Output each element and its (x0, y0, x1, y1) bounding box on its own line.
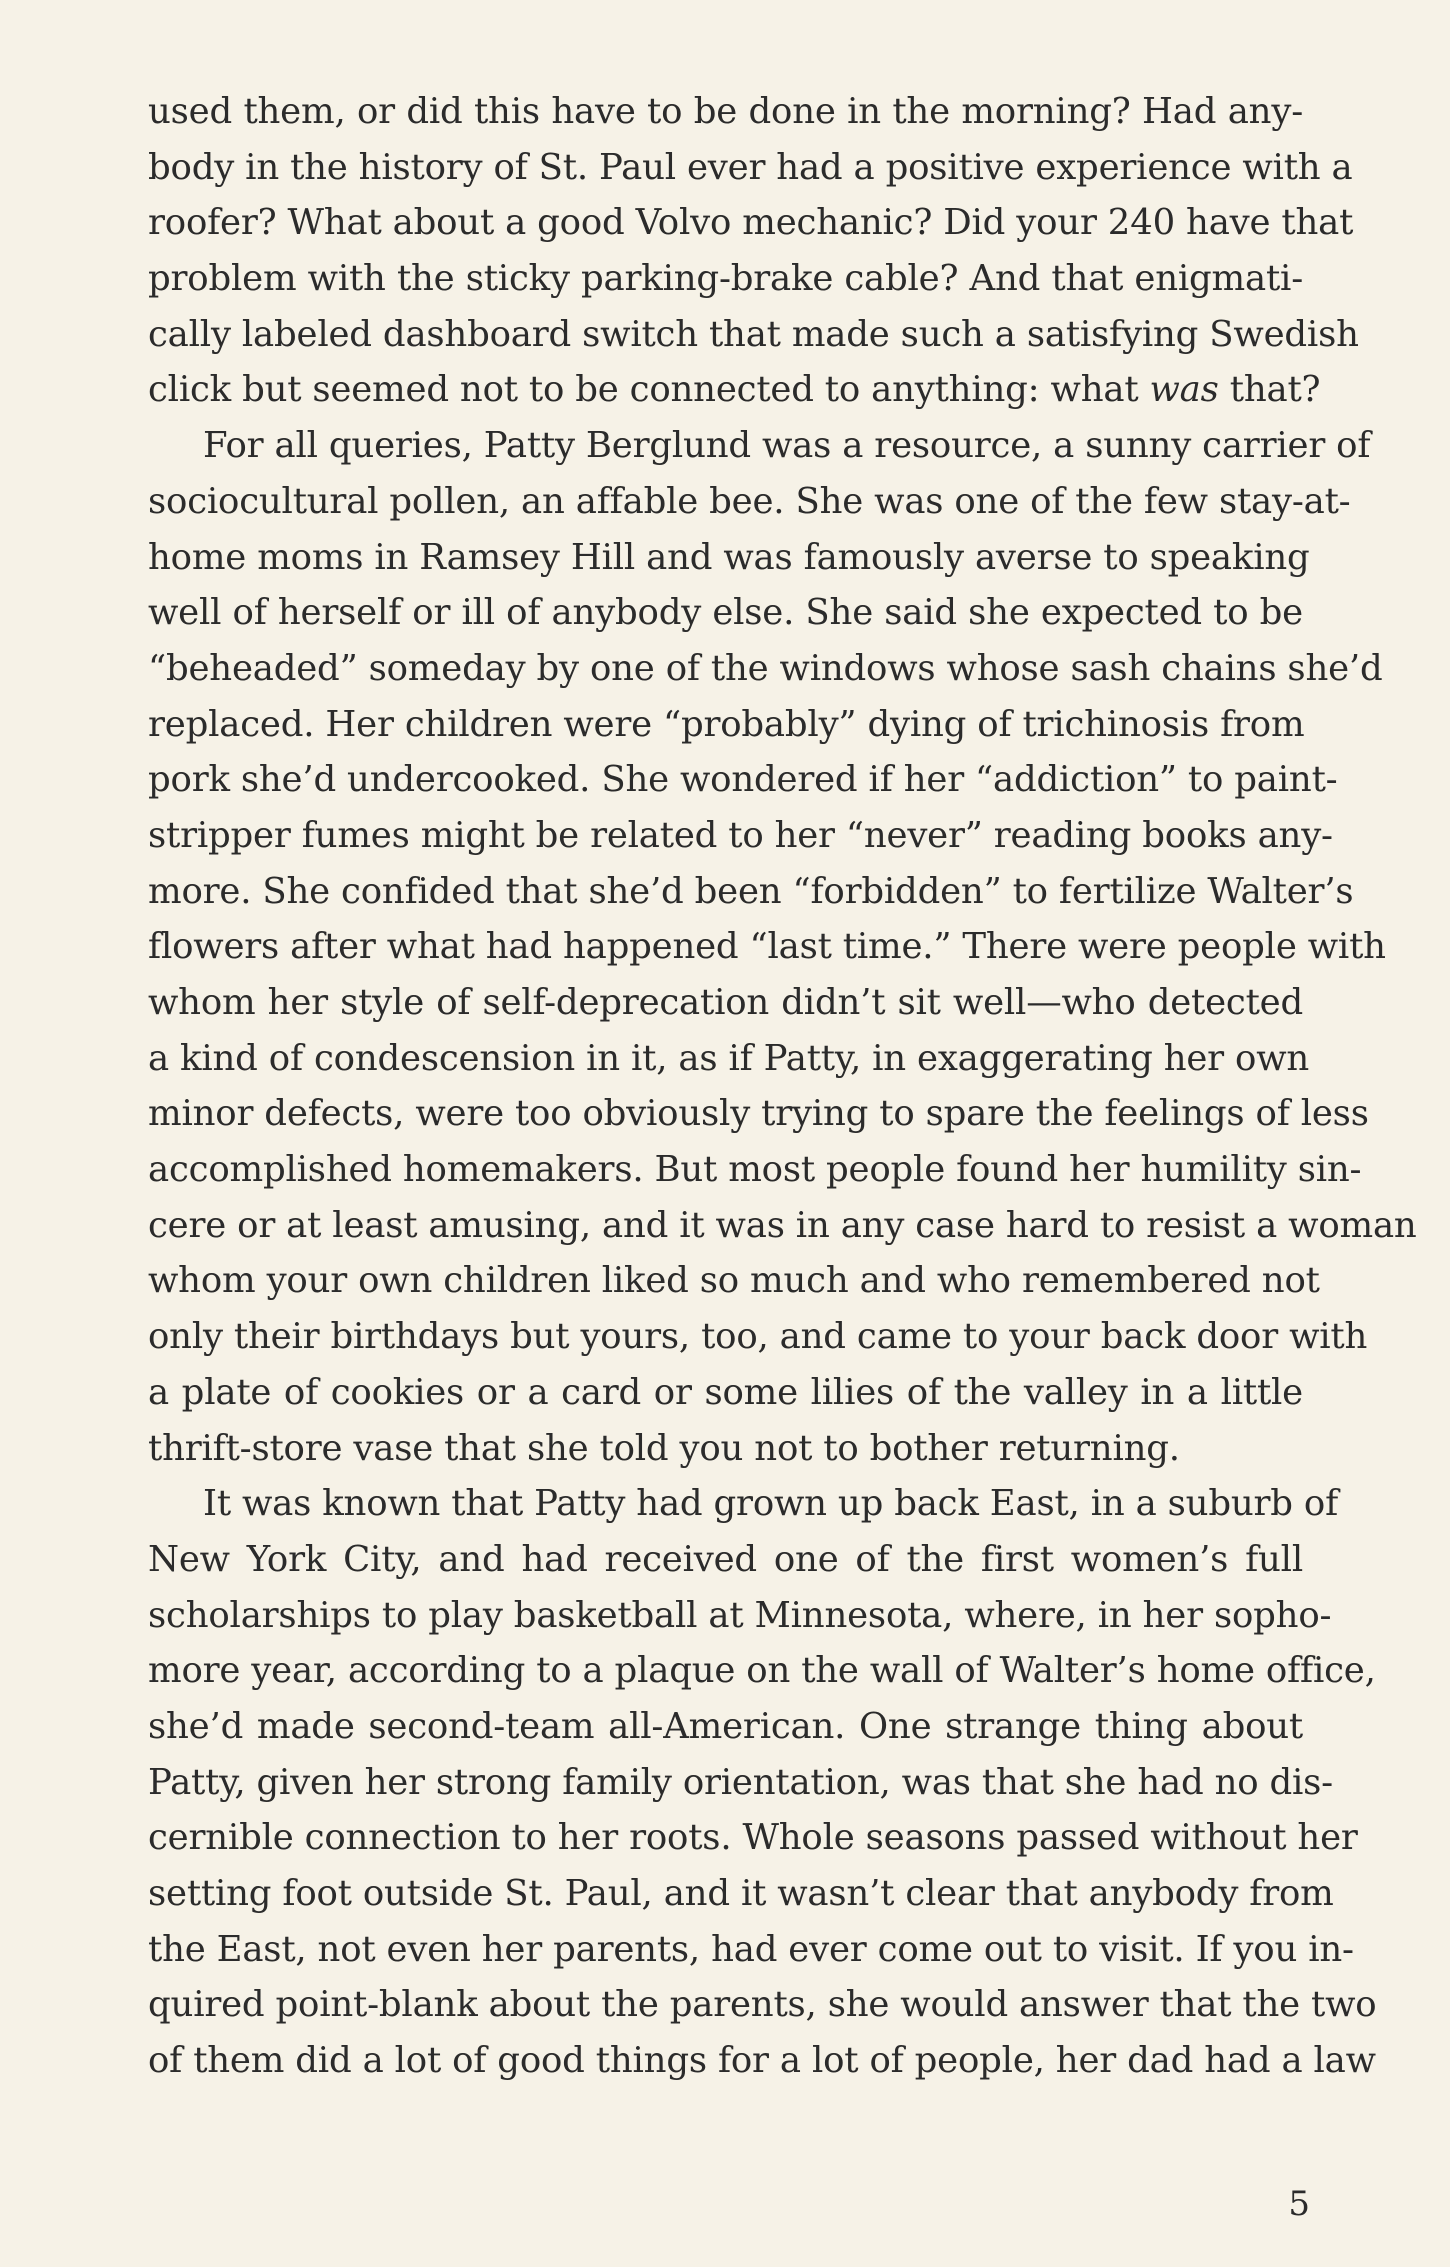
page-number: 5 (1288, 2184, 1310, 2224)
text-line: a kind of condescension in it, as if Patty, in exaggerating her own (148, 1037, 1310, 1079)
text-line: accomplished homemakers. But most people found her humility sin- (148, 1149, 1362, 1191)
text-line: Patty, given her strong family orientation, was that she had no dis- (148, 1761, 1333, 1803)
text-line: “beheaded” someday by one of the windows whose sash chains she’d (148, 647, 1383, 689)
emphasis: was (1149, 369, 1219, 411)
text-line: body in the history of St. Paul ever had a positive experience with a (148, 146, 1353, 188)
text-line: of them did a lot of good things for a lot of people, her dad had a law (148, 2040, 1376, 2082)
text-line: whom her style of self-deprecation didn’t sit well—who detected (148, 982, 1303, 1023)
text-line: more. She confided that she’d been “forbidden” to fertilize Walter’s (148, 870, 1354, 912)
text-line: home moms in Ramsey Hill and was famously averse to speaking (148, 536, 1310, 578)
text-line: whom your own children liked so much and who remembered not (148, 1260, 1320, 1302)
text-line: used them, or did this have to be done in the morning? Had any- (148, 91, 1303, 132)
text-line: New York City, and had received one of the first women’s full (148, 1538, 1303, 1580)
text-line: setting foot outside St. Paul, and it wasn’t clear that anybody from (148, 1873, 1334, 1914)
body-text (148, 84, 1417, 2089)
text-line: minor defects, were too obviously trying to spare the feelings of less (148, 1093, 1369, 1135)
text-line: sociocultural pollen, an affable bee. She was one of the few stay-at- (148, 480, 1351, 522)
text-line: well of herself or ill of anybody else. She said she expected to be (148, 592, 1303, 634)
text-line: stripper fumes might be related to her “never” reading books any- (148, 814, 1333, 856)
text-line: pork she’d undercooked. She wondered if her “addiction” to paint- (148, 759, 1338, 801)
text-line: cally labeled dashboard switch that made such a satisfying Swedish (148, 313, 1359, 355)
text-line: scholarships to play basketball at Minnesota, where, in her sopho- (148, 1594, 1332, 1636)
text-line: replaced. Her children were “probably” dying of trichinosis from (148, 703, 1305, 745)
text-line: cernible connection to her roots. Whole seasons passed without her (148, 1817, 1358, 1859)
text-line: more year, according to a plaque on the wall of Walter’s home office, (148, 1650, 1376, 1692)
paragraph-start-line: For all queries, Patty Berglund was a resource, a sunny carrier of (203, 425, 1371, 467)
text-line: she’d made second-team all-American. One strange thing about (148, 1705, 1303, 1747)
text-line: click but seemed not to be connected to anything: what was that? (148, 369, 1321, 411)
text-line: flowers after what had happened “last time.” There were people with (148, 926, 1386, 968)
text-line: quired point-blank about the parents, she would answer that the two (148, 1984, 1377, 2026)
text-line: the East, not even her parents, had ever come out to visit. If you in- (148, 1928, 1354, 1970)
text-line: cere or at least amusing, and it was in any case hard to resist a woman (148, 1204, 1417, 1246)
text-line: a plate of cookies or a card or some lilies of the valley in a little (148, 1371, 1303, 1413)
paragraph-start-line: It was known that Patty had grown up back East, in a suburb of (203, 1483, 1339, 1525)
text-line: problem with the sticky parking-brake cable? And that enigmati- (148, 258, 1303, 300)
text-line: thrift-store vase that she told you not to bother returning. (148, 1427, 1180, 1469)
text-line: only their birthdays but yours, too, and came to your back door with (148, 1316, 1368, 1358)
text-line: roofer? What about a good Volvo mechanic? Did your 240 have that (148, 202, 1354, 244)
